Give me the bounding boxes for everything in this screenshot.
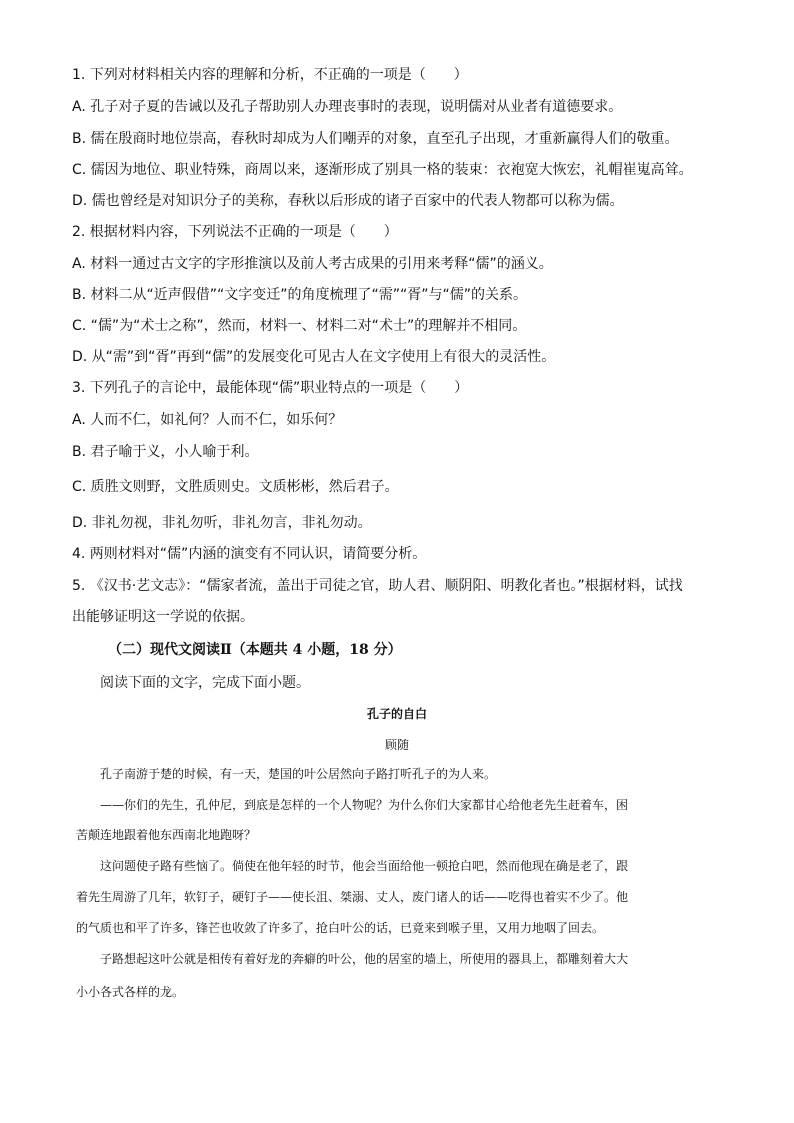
question-1-stem: 1. 下列对材料相关内容的理解和分析，不正确的一项是（ ） xyxy=(72,67,468,83)
story-paragraph-3-line-3: 的气质也和平了许多，锋芒也收敛了许多了，抢白叶公的话，已竟来到喉子里，又用力地咽了回去。 xyxy=(76,921,605,935)
story-paragraph-4-line-2: 小小各式各样的龙。 xyxy=(76,985,185,999)
question-1-option-b: B. 儒在殷商时地位崇高，春秋时却成为人们嘲弄的对象，直至孔子出现，才重新赢得人们的敬重。 xyxy=(72,131,679,147)
question-2-option-d: D. 从“需”到“胥”再到“儒”的发展变化可见古人在文字使用上有很大的灵活性。 xyxy=(72,349,556,365)
story-author: 顾随 xyxy=(384,738,409,752)
story-paragraph-3-line-2: 着先生周游了几年，软钉子，硬钉子——使长沮、桀溺、丈人，废门诸人的话——吃得也着实不少了。他 xyxy=(76,890,629,904)
story-title: 孔子的自白 xyxy=(366,707,427,721)
story-paragraph-4-line-1: 子路想起这叶公就是相传有着好龙的奔癖的叶公，他的居室的墙上，所使用的器具上，都雕刻着大大 xyxy=(100,952,629,966)
question-2-option-c: C. “儒”为“术士之称”，然而，材料一、材料二对“术士”的理解并不相同。 xyxy=(72,318,527,334)
story-paragraph-1-line-1: 孔子南游于楚的时候，有一天，楚国的叶公居然向子路打听孔子的为人来。 xyxy=(100,767,497,781)
question-1-option-d: D. 儒也曾经是对知识分子的美称，春秋以后形成的诸子百家中的代表人物都可以称为儒。 xyxy=(72,193,624,209)
question-2-option-b: B. 材料二从“近声假借”“文字变迁”的角度梳理了“需”“胥”与“儒”的关系。 xyxy=(72,287,528,303)
question-5-stem-continued: 出能够证明这一学说的依据。 xyxy=(72,609,254,625)
story-paragraph-3-line-1: 这问题使子路有些恼了。倘使在他年轻的时节，他会当面给他一顿抢白吧，然而他现在确是老了，跟 xyxy=(100,859,629,873)
question-4-stem: 4. 两则材料对“儒”内涵的演变有不同认识，请简要分析。 xyxy=(72,546,427,562)
story-paragraph-2-line-1: ——你们的先生，孔仲尼，到底是怎样的一个人物呢？为什么你们大家都甘心给他老先生赶着车，困 xyxy=(100,798,629,812)
section-heading: （二）现代文阅读Ⅱ（本题共 4 小题，18 分） xyxy=(108,642,402,658)
question-3-option-a: A. 人而不仁，如礼何？人而不仁，如乐何？ xyxy=(72,412,343,428)
section-instruction: 阅读下面的文字，完成下面小题。 xyxy=(100,675,310,691)
question-3-option-d: D. 非礼勿视，非礼勿听，非礼勿言，非礼勿动。 xyxy=(72,515,372,531)
question-3-stem: 3. 下列孔子的言论中，最能体现“儒”职业特点的一项是（ ） xyxy=(72,380,469,396)
question-3-option-b: B. 君子喻于义，小人喻于利。 xyxy=(72,444,259,460)
question-2-option-a: A. 材料一通过古文字的字形推演以及前人考古成果的引用来考释“儒”的涵义。 xyxy=(72,256,553,272)
question-5-stem: 5. 《汉书·艺文志》：“儒家者流，盖出于司徒之官，助人君、顺阴阳、明教化者也。”根据材料，试找 xyxy=(72,578,683,594)
question-1-option-a: A. 孔子对子夏的告诫以及孔子帮助别人办理丧事时的表现，说明儒对从业者有道德要求。 xyxy=(72,99,623,115)
question-1-option-c: C. 儒因为地位、职业特殊，商周以来，逐渐形成了别具一格的装束：衣袍宽大恢宏，礼帽崔嵬高耸。 xyxy=(72,162,693,178)
story-paragraph-2-line-2: 苦颠连地跟着他东西南北地跑呀？ xyxy=(76,828,257,842)
question-3-option-c: C. 质胜文则野，文胜质则史。文质彬彬，然后君子。 xyxy=(72,479,399,495)
question-2-stem: 2. 根据材料内容，下列说法不正确的一项是（ ） xyxy=(72,224,398,240)
